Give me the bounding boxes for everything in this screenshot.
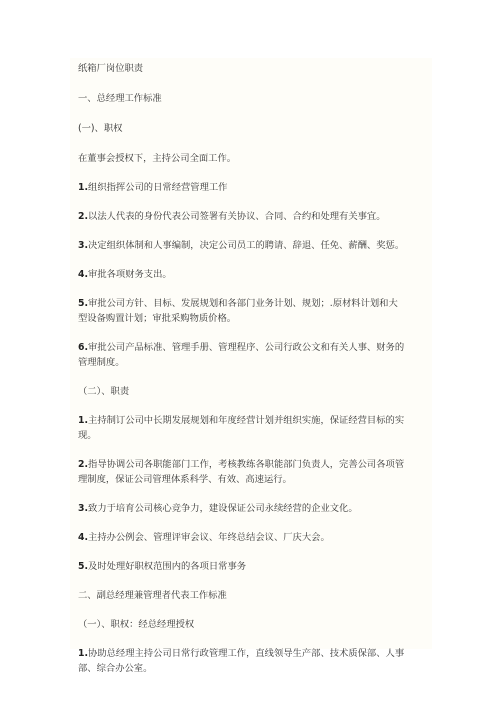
item-text: 以法人代表的身份代表公司签署有关协议、合同、合约和处理有关事宜。 — [88, 211, 386, 222]
subsection-heading-deputy-powers: （一）、职权：经总经理授权 — [78, 619, 195, 630]
duty-item-3 — [78, 502, 440, 516]
duty-item-1 — [78, 414, 440, 428]
item-text: 主持办公例会、管理评审会议、年终总结会议、厂庆大会。 — [88, 532, 330, 543]
item-number: 6. — [78, 342, 89, 353]
power-item-5 — [78, 297, 440, 311]
item-number: 3. — [78, 503, 89, 514]
power-item-4 — [78, 268, 440, 282]
deputy-item-1-continued: 部、综合办公室。 — [78, 663, 153, 674]
item-text: 决定组织体制和人事编制，决定公司员工的聘请、辞退、任免、薪酬、奖惩。 — [88, 240, 405, 251]
section-heading-deputy-manager: 二、副总经理兼管理者代表工作标准 — [78, 590, 227, 601]
item-text: 审批公司产品标准、管理手册、管理程序、公司行政公文和有关人事、财务的 — [88, 342, 405, 353]
power-item-2 — [78, 210, 440, 224]
intro-paragraph: 在董事会授权下，主持公司全面工作。 — [78, 153, 237, 164]
document-title: 纸箱厂岗位职责 — [78, 63, 144, 74]
power-item-6-continued: 管理制度。 — [78, 357, 125, 368]
item-text: 主持制订公司中长期发展规划和年度经营计划并组织实施，保证经营目标的实 — [88, 415, 405, 426]
power-item-5-continued: 型设备购置计划；审批采购物质价格。 — [78, 313, 237, 324]
power-item-6 — [78, 341, 440, 355]
item-number: 5. — [78, 561, 89, 572]
item-number: 2. — [78, 459, 89, 470]
item-text: 及时处理好职权范围内的各项日常事务 — [88, 561, 247, 572]
subsection-heading-powers: (一)、职权 — [78, 123, 123, 134]
subsection-heading-duties: （二）、职责 — [78, 386, 130, 397]
item-text: 审批各项财务支出。 — [88, 269, 172, 280]
section-heading-general-manager: 一、总经理工作标准 — [78, 93, 162, 104]
item-number: 1. — [78, 182, 89, 193]
item-number: 1. — [78, 415, 89, 426]
duty-item-1-continued: 现。 — [78, 430, 97, 441]
item-number: 2. — [78, 211, 89, 222]
duty-item-2 — [78, 458, 440, 472]
item-number: 1. — [78, 648, 89, 659]
item-text: 致力于培育公司核心竞争力，建设保证公司永续经营的企业文化。 — [88, 503, 358, 514]
duty-item-4 — [78, 531, 440, 545]
deputy-item-1 — [78, 647, 440, 661]
item-number: 4. — [78, 532, 89, 543]
item-text: 组织指挥公司的日常经营管理工作 — [88, 182, 228, 193]
item-number: 3. — [78, 240, 89, 251]
power-item-3 — [78, 239, 440, 253]
item-text: 审批公司方针、目标、发展规划和各部门业务计划、规划；.原材料计划和大 — [88, 298, 398, 309]
duty-item-2-continued: 理制度，保证公司管理体系科学、有效、高速运行。 — [78, 474, 292, 485]
duty-item-5 — [78, 560, 440, 574]
item-text: 指导协调公司各职能部门工作，考核教练各职能部门负责人，完善公司各项管 — [88, 459, 405, 470]
item-number: 4. — [78, 269, 89, 280]
item-text: 协助总经理主持公司日常行政管理工作，直线领导生产部、技术质保部、人事 — [88, 648, 405, 659]
power-item-1 — [78, 181, 440, 195]
item-number: 5. — [78, 298, 89, 309]
